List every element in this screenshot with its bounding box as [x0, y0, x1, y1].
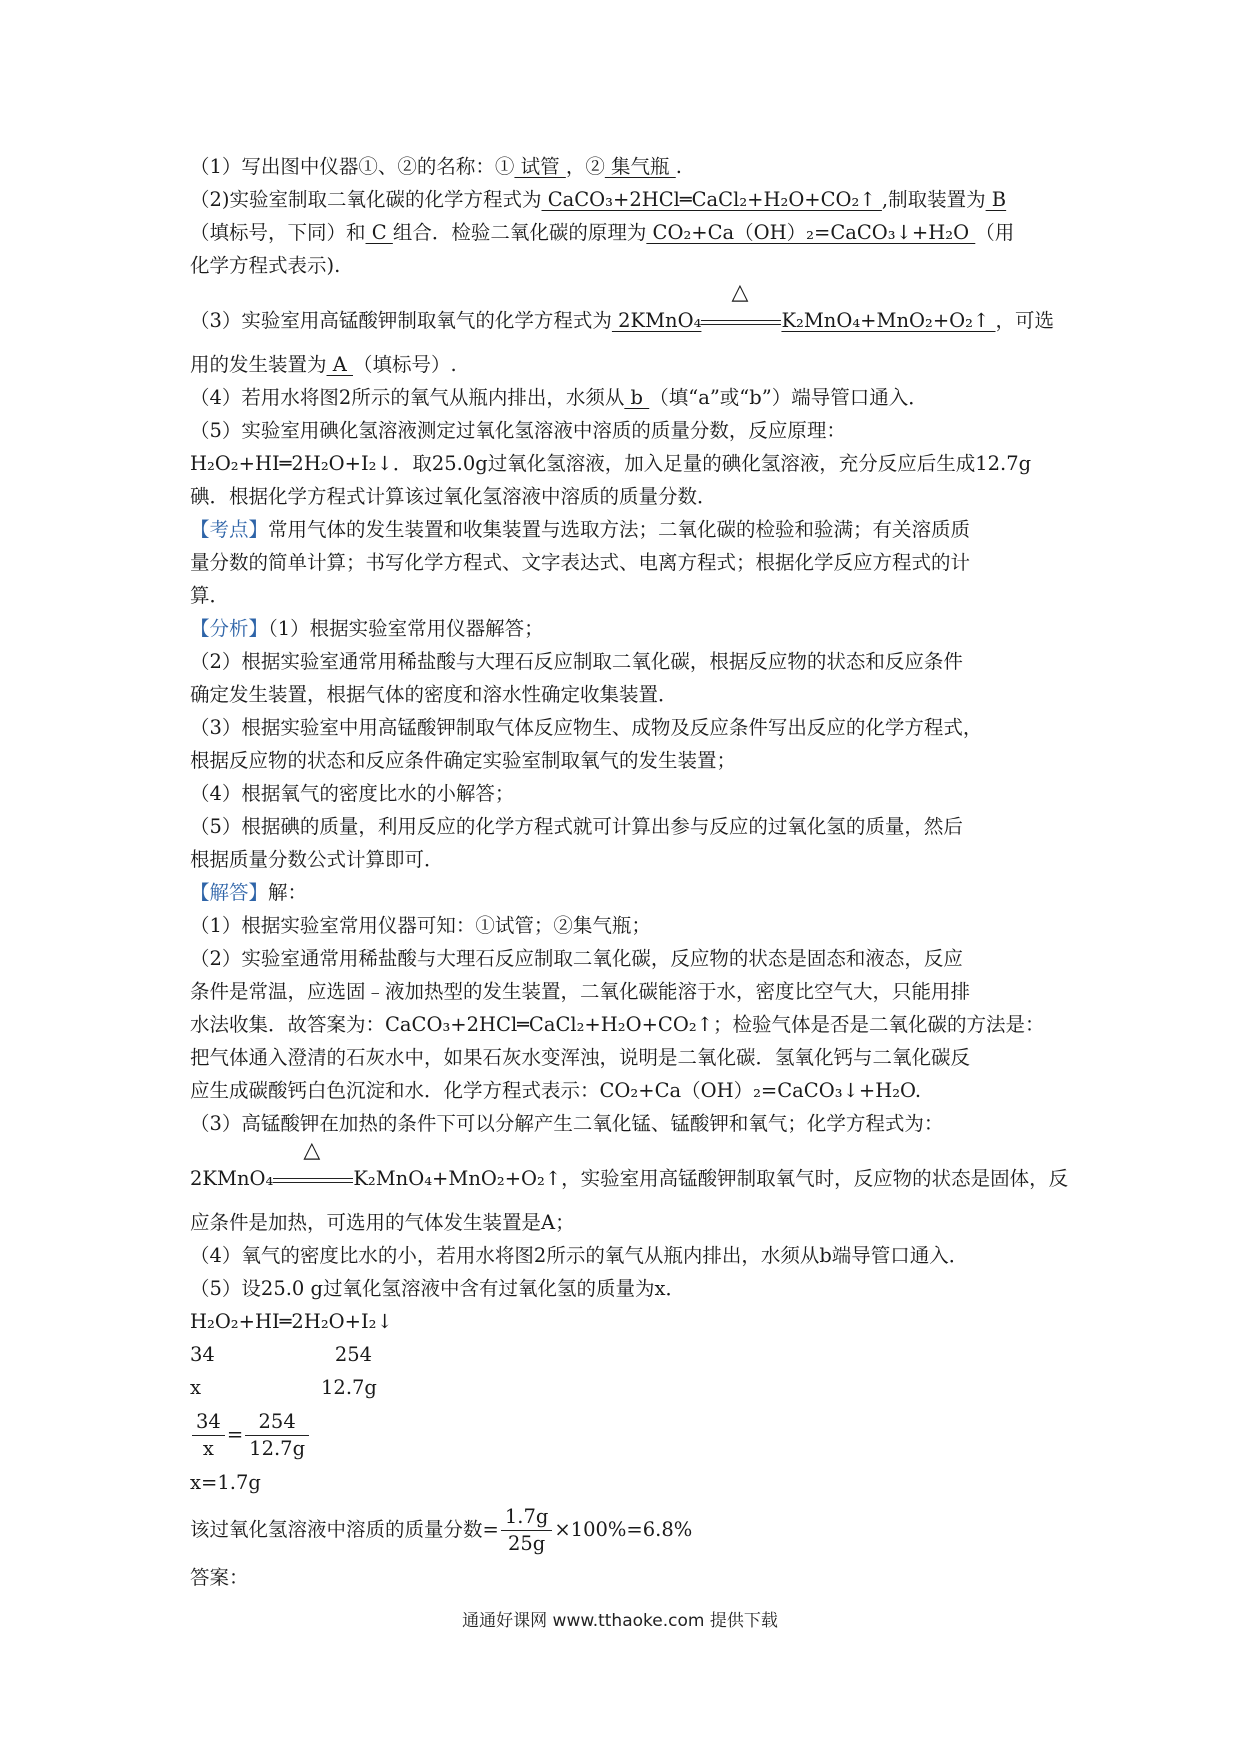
kaodian-text: 常用气体的发生装置和收集装置与选取方法；二氧化碳的检验和验满；有关溶质质: [268, 518, 971, 541]
question-2-line-1: [190, 183, 1060, 216]
proportion-row: $\frac{34}{x}$ = $\frac{254}{12.7g}$: [190, 1404, 1060, 1466]
percentage-fraction: [501, 1504, 553, 1557]
q2-answer-equation: CaCO₃+2HCl═CaCl₂+H₂O+CO₂↑: [541, 188, 882, 211]
question-5-line-3: 碘．根据化学方程式计算该过氧化氢溶液中溶质的质量分数．: [190, 485, 717, 508]
delta-icon: △: [731, 279, 749, 305]
jieda-line-1: （1）根据实验室常用仪器可知：①试管；②集气瓶；: [190, 914, 651, 937]
mass-iodine: 12.7g: [321, 1376, 377, 1399]
question-1: [190, 150, 1060, 183]
delta-icon-2: △: [303, 1137, 321, 1163]
jieda-products-text: K₂MnO₄+MnO₂+O₂↑，实验室用高锰酸钾制取氧气时，反应物的状态是固体，反: [353, 1167, 1069, 1190]
fenxi-line-7: （5）根据碘的质量，利用反应的化学方程式就可计算出参与反应的过氧化氢的质量，然后: [190, 815, 963, 838]
jieda-line-4: 水法收集．故答案为：CaCO₃+2HCl═CaCl₂+H₂O+CO₂↑；检验气体是否是二氧化碳的方法是：: [190, 1013, 1045, 1036]
q2-text: （2)实验室制取二氧化碳的化学方程式为: [190, 188, 542, 211]
result-x: x=1.7g: [190, 1471, 261, 1494]
percentage-num: 1.7g: [501, 1504, 553, 1531]
q3-answer-reactant: 2KMnO₄: [611, 309, 702, 332]
unknown-x: x: [190, 1376, 201, 1399]
kaodian-line-1: [190, 513, 1060, 546]
question-4: [190, 381, 1060, 414]
jieda-line-3: 条件是常温，应选固﹣液加热型的发生装置，二氧化碳能溶于水，密度比空气大，只能用排: [190, 980, 971, 1003]
answer-label: 答案：: [190, 1566, 249, 1589]
reaction-equation: H₂O₂+HI═2H₂O+I₂↓: [190, 1310, 393, 1333]
fenxi-text: （1）根据实验室常用仪器解答；: [268, 617, 544, 640]
heating-equals-sign: [701, 279, 781, 332]
fraction-right-den: 12.7g: [249, 1437, 306, 1460]
fenxi-line-5: 根据反应物的状态和反应条件确定实验室制取氧气的发生装置；: [190, 749, 737, 772]
fraction-left-den: x: [202, 1437, 214, 1460]
percentage-text: 该过氧化氢溶液中溶质的质量分数=: [190, 1518, 499, 1541]
kaodian-line-2: 量分数的简单计算；书写化学方程式、文字表达式、电离方程式；根据化学反应方程式的计: [190, 551, 971, 574]
page-footer: 通通好课网 www.tthaoke.com 提供下载: [462, 1611, 778, 1631]
q1-text: （1）写出图中仪器①、②的名称：①: [190, 155, 515, 178]
q3-text-2: 用的发生装置为: [190, 353, 327, 376]
fenxi-line-4: （3）根据实验室中用高锰酸钾制取气体反应物生、成物及反应条件写出反应的化学方程式，: [190, 716, 983, 739]
fraction-left: [192, 1409, 225, 1462]
mass-h2o2: 34: [190, 1343, 215, 1366]
jieda-line-0: [190, 876, 1060, 909]
q2-text-4: （用: [975, 221, 1015, 244]
jieda-line-10: （4）氧气的密度比水的小，若用水将图2所示的氧气从瓶内排出，水须从b端导管口通入．: [190, 1244, 969, 1267]
jieda-line-9: 应条件是加热，可选用的气体发生装置是A；: [190, 1211, 575, 1234]
jieda-reactant: 2KMnO₄: [190, 1167, 274, 1190]
q3-answer-device: A: [326, 353, 353, 376]
percentage-row: [190, 1499, 1060, 1561]
fraction-right-num: 254: [245, 1409, 309, 1436]
jieda-line-6: 应生成碳酸钙白色沉淀和水．化学方程式表示：CO₂+Ca（OH）₂=CaCO₃↓+H₂O.: [190, 1079, 922, 1102]
q2-text-mid: ,制取装置为: [881, 188, 986, 211]
fenxi-line-2: （2）根据实验室通常用稀盐酸与大理石反应制取二氧化碳，根据反应物的状态和反应条件: [190, 650, 963, 673]
jieda-line-8: [190, 1137, 1069, 1198]
q2-text-3: 组合．检验二氧化碳的原理为: [392, 221, 647, 244]
fenxi-line-6: （4）根据氧气的密度比水的小解答；: [190, 782, 515, 805]
fenxi-tag: 【分析】: [190, 617, 269, 640]
fraction-left-num: 34: [192, 1409, 225, 1436]
solution-content: [190, 150, 1069, 1594]
question-5-line-2: H₂O₂+HI═2H₂O+I₂↓．取25.0g过氧化氢溶液，加入足量的碘化氢溶液，充分反应后生成12.7g: [190, 452, 1032, 475]
heating-equals-sign-2: [273, 1137, 353, 1190]
question-3-line-2: [190, 348, 1060, 381]
mass-value-row: [190, 1371, 1060, 1404]
mass-i2: 254: [334, 1343, 373, 1366]
question-3-line-1: [190, 279, 1060, 340]
q1-answer-1: 试管: [514, 155, 566, 178]
q3-answer-products: K₂MnO₄+MnO₂+O₂↑: [781, 309, 996, 332]
kaodian-tag: 【考点】: [190, 518, 269, 541]
question-2-line-2: [190, 216, 1060, 249]
fraction-right: [245, 1409, 309, 1462]
q3-text-3: （填标号）.: [353, 353, 457, 376]
q2-answer-device: B: [985, 188, 1007, 211]
percentage-result: ×100%=6.8%: [554, 1518, 693, 1541]
q1-answer-2: 集气瓶: [604, 155, 676, 178]
fenxi-line-3: 确定发生装置，根据气体的密度和溶水性确定收集装置．: [190, 683, 678, 706]
jieda-tag: 【解答】: [190, 881, 269, 904]
q2-text-2: （填标号，下同）和: [190, 221, 366, 244]
question-2-line-3: 化学方程式表示).: [190, 254, 341, 277]
question-5-line-1: （5）实验室用碘化氢溶液测定过氧化氢溶液中溶质的质量分数，反应原理：: [190, 419, 846, 442]
kaodian-line-3: 算．: [190, 584, 230, 607]
q2-answer-collect: C: [365, 221, 393, 244]
percentage-den: 25g: [507, 1532, 546, 1555]
jieda-line-2: （2）实验室通常用稀盐酸与大理石反应制取二氧化碳，反应物的状态是固态和液态，反应: [190, 947, 963, 970]
q3-text: （3）实验室用高锰酸钾制取氧气的化学方程式为: [190, 309, 612, 332]
jieda-line-7: （3）高锰酸钾在加热的条件下可以分解产生二氧化锰、锰酸钾和氧气；化学方程式为：: [190, 1112, 944, 1135]
q2-answer-test-equation: CO₂+Ca（OH）₂=CaCO₃↓+H₂O: [646, 221, 976, 244]
fenxi-line-1: [190, 612, 1060, 645]
jieda-intro: 解：: [268, 881, 308, 904]
jieda-line-5: 把气体通入澄清的石灰水中，如果石灰水变浑浊，说明是二氧化碳．氢氧化钙与二氧化碳反: [190, 1046, 971, 1069]
q4-text: （4）若用水将图2所示的氧气从瓶内排出，水须从: [190, 386, 625, 409]
q3-text-end: ，可选: [995, 309, 1055, 332]
fenxi-line-8: 根据质量分数公式计算即可．: [190, 848, 444, 871]
jieda-line-11: （5）设25.0 g过氧化氢溶液中含有过氧化氢的质量为x．: [190, 1277, 686, 1300]
q1-text-mid: ，②: [565, 155, 605, 178]
mass-ratio-row: [190, 1338, 1060, 1371]
q1-text-end: .: [675, 155, 682, 178]
q4-text-end: （填“a”或“b”）端导管口通入．: [649, 386, 928, 409]
q4-answer: b: [624, 386, 650, 409]
